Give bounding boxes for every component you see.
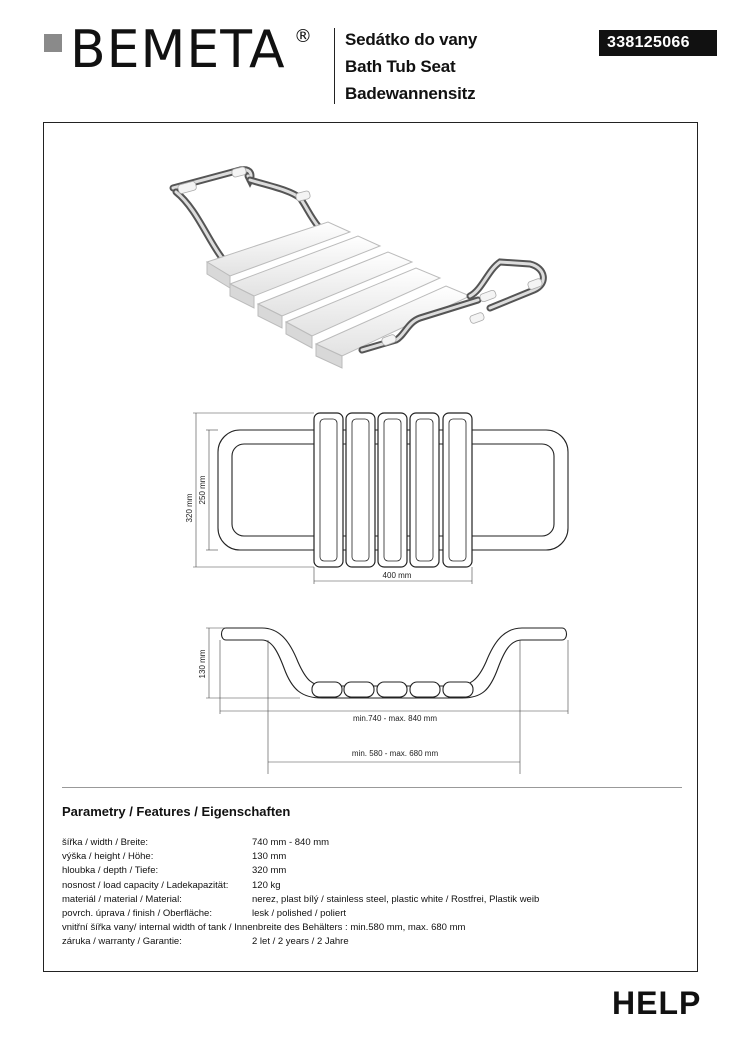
param-value: 320 mm — [252, 865, 287, 877]
help-series-label: HELP — [612, 985, 702, 1021]
param-label: záruka / warranty / Garantie: — [62, 936, 182, 948]
param-label: materiál / material / Material: — [62, 893, 182, 905]
param-label: výška / height / Höhe: — [62, 851, 154, 863]
param-value: 2 let / 2 years / 2 Jahre — [252, 936, 349, 948]
title-de: Badewannensitz — [345, 84, 476, 103]
dim-740-840: min.740 - max. 840 mm — [352, 714, 438, 723]
param-label: hloubka / depth / Tiefe: — [62, 865, 159, 877]
side-view-drawing — [222, 628, 567, 698]
param-label: vnitřní šířka vany/ internal width of tank / Innenbreite des Behälters : min.580 mm, max. 680 mm — [62, 922, 466, 934]
param-value: nerez, plast bílý / stainless steel, plastic white / Rostfrei, Plastik weib — [252, 893, 540, 905]
dim-400: 400 mm — [382, 571, 412, 580]
dim-580-680: min. 580 - max. 680 mm — [351, 749, 439, 758]
param-value: lesk / polished / poliert — [252, 907, 346, 919]
features-separator — [62, 787, 682, 788]
product-photo — [173, 166, 543, 368]
registered-mark: ® — [294, 26, 312, 47]
param-label: nosnost / load capacity / Ladekapazität: — [62, 879, 229, 891]
product-code-badge: 338125066 — [599, 30, 717, 56]
title-en: Bath Tub Seat — [345, 57, 456, 76]
dim-320: 320 mm — [185, 493, 194, 523]
top-view-drawing — [218, 413, 568, 567]
param-value: 120 kg — [252, 879, 281, 891]
param-label: povrch. úprava / finish / Oberfläche: — [62, 907, 212, 919]
logo-text: BEMETA — [70, 20, 286, 80]
dim-250: 250 mm — [198, 475, 207, 505]
param-label: šířka / width / Breite: — [62, 837, 149, 848]
dim-130: 130 mm — [198, 649, 207, 679]
features-heading: Parametry / Features / Eigenschaften — [62, 804, 291, 819]
param-value: 740 mm - 840 mm — [252, 837, 330, 848]
title-cz: Sedátko do vany — [345, 30, 478, 49]
param-value: 130 mm — [252, 851, 287, 863]
